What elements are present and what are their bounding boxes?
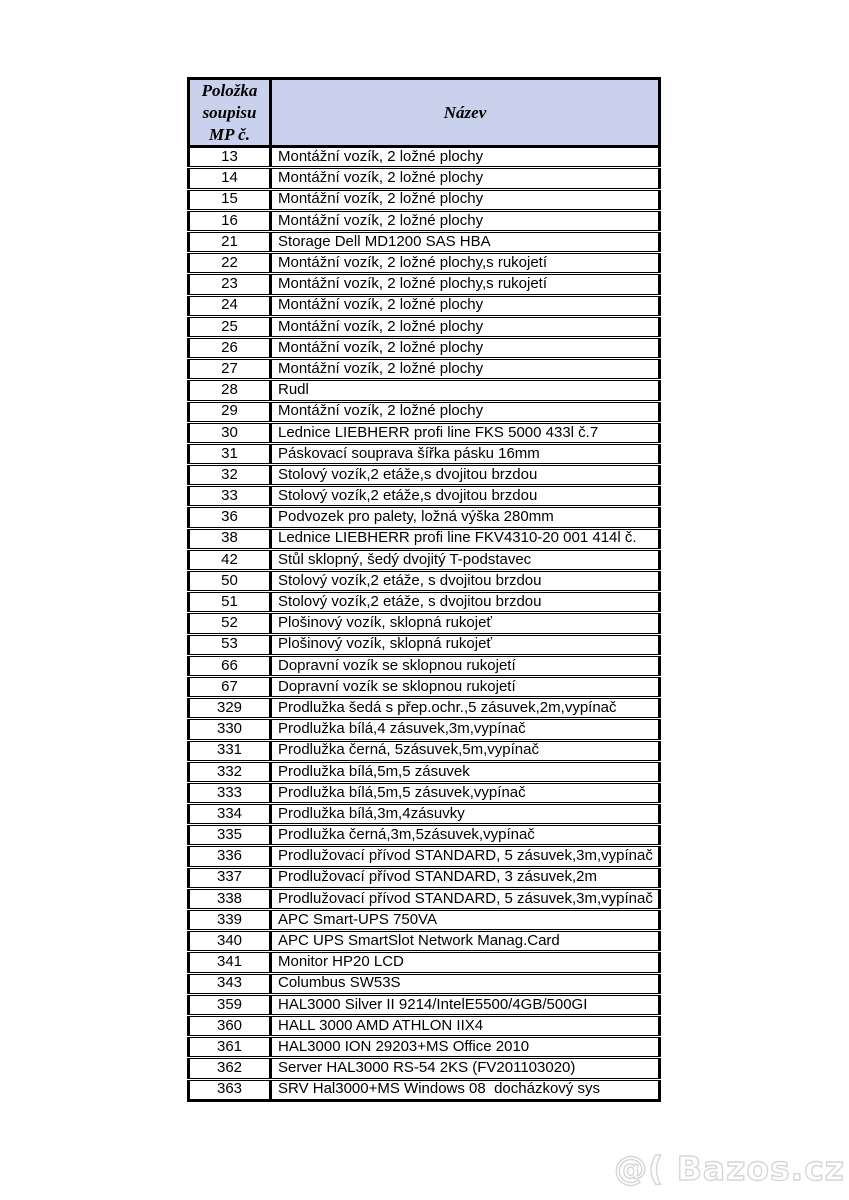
table-row xyxy=(189,168,660,189)
table-row xyxy=(189,761,660,782)
item-name: Prodlužka černá,3m,5zásuvek,vypínač xyxy=(271,825,660,846)
table-row xyxy=(189,571,660,592)
item-number: 331 xyxy=(189,740,271,761)
item-name: HALL 3000 AMD ATHLON IIX4 xyxy=(271,1015,660,1036)
item-number: 50 xyxy=(189,571,271,592)
item-number: 339 xyxy=(189,910,271,931)
item-name: Prodlužka bílá,5m,5 zásuvek xyxy=(271,761,660,782)
item-number: 360 xyxy=(189,1015,271,1036)
table-row xyxy=(189,549,660,570)
table-row xyxy=(189,507,660,528)
item-number: 24 xyxy=(189,295,271,316)
item-name: Podvozek pro palety, ložná výška 280mm xyxy=(271,507,660,528)
table-row xyxy=(189,465,660,486)
table-row xyxy=(189,719,660,740)
item-number: 361 xyxy=(189,1037,271,1058)
item-name: APC UPS SmartSlot Network Manag.Card xyxy=(271,931,660,952)
item-number: 26 xyxy=(189,337,271,358)
table-row xyxy=(189,1037,660,1058)
table-row xyxy=(189,528,660,549)
item-number: 33 xyxy=(189,486,271,507)
table-row xyxy=(189,952,660,973)
item-name: Prodlužka bílá,4 zásuvek,3m,vypínač xyxy=(271,719,660,740)
item-name: HAL3000 Silver II 9214/IntelE5500/4GB/500GI xyxy=(271,994,660,1015)
table-row xyxy=(189,613,660,634)
item-name: APC Smart-UPS 750VA xyxy=(271,910,660,931)
item-name: Stolový vozík,2 etáže,s dvojitou brzdou xyxy=(271,486,660,507)
item-name: Montážní vozík, 2 ložné plochy xyxy=(271,359,660,380)
item-name: Prodlužovací přívod STANDARD, 5 zásuvek,3m,vypínač xyxy=(271,888,660,909)
item-number: 332 xyxy=(189,761,271,782)
item-name: Montážní vozík, 2 ložné plochy xyxy=(271,168,660,189)
table-row xyxy=(189,295,660,316)
header-row xyxy=(189,79,660,147)
table-row xyxy=(189,422,660,443)
item-name: Plošinový vozík, sklopná rukojeť xyxy=(271,613,660,634)
table-row xyxy=(189,782,660,803)
table-row xyxy=(189,676,660,697)
table-row xyxy=(189,189,660,210)
table-row xyxy=(189,910,660,931)
table-row xyxy=(189,634,660,655)
table-row xyxy=(189,888,660,909)
table-row xyxy=(189,147,660,168)
item-number: 31 xyxy=(189,443,271,464)
table-row xyxy=(189,994,660,1015)
item-name: Montážní vozík, 2 ložné plochy xyxy=(271,337,660,358)
item-name: Columbus SW53S xyxy=(271,973,660,994)
item-name: Monitor HP20 LCD xyxy=(271,952,660,973)
item-name: Páskovací souprava šířka pásku 16mm xyxy=(271,443,660,464)
table-row xyxy=(189,698,660,719)
item-number: 341 xyxy=(189,952,271,973)
item-number: 340 xyxy=(189,931,271,952)
item-name: Prodlužka černá, 5zásuvek,5m,vypínač xyxy=(271,740,660,761)
item-name: SRV Hal3000+MS Windows 08 docházkový sys xyxy=(278,1080,600,1098)
table-row xyxy=(189,825,660,846)
item-number: 337 xyxy=(189,867,271,888)
item-name: Montážní vozík, 2 ložné plochy xyxy=(271,401,660,422)
item-name: Storage Dell MD1200 SAS HBA xyxy=(271,232,660,253)
table-row xyxy=(189,1079,660,1100)
item-number: 36 xyxy=(189,507,271,528)
header-item-number: Položka soupisu MP č. xyxy=(189,79,271,147)
item-number: 23 xyxy=(189,274,271,295)
item-name: Montážní vozík, 2 ložné plochy,s rukojetí xyxy=(271,274,660,295)
table-row xyxy=(189,655,660,676)
item-name: Stolový vozík,2 etáže, s dvojitou brzdou xyxy=(271,571,660,592)
item-number: 359 xyxy=(189,994,271,1015)
item-name: Lednice LIEBHERR profi line FKS 5000 433l č.7 xyxy=(271,422,660,443)
bazos-watermark: @( Bazos.cz xyxy=(614,1149,845,1188)
item-number: 16 xyxy=(189,210,271,231)
item-number: 67 xyxy=(189,676,271,697)
table-row xyxy=(189,232,660,253)
item-number: 38 xyxy=(189,528,271,549)
item-number: 52 xyxy=(189,613,271,634)
item-number: 363 xyxy=(189,1079,271,1100)
item-number: 335 xyxy=(189,825,271,846)
table-row xyxy=(189,867,660,888)
table-row xyxy=(189,316,660,337)
table-row xyxy=(189,337,660,358)
item-name: Rudl xyxy=(271,380,660,401)
item-number: 338 xyxy=(189,888,271,909)
item-name: Prodlužovací přívod STANDARD, 3 zásuvek,2m xyxy=(271,867,660,888)
item-name: Montážní vozík, 2 ložné plochy xyxy=(271,210,660,231)
item-name: Stolový vozík,2 etáže,s dvojitou brzdou xyxy=(271,465,660,486)
table-row xyxy=(189,443,660,464)
item-number: 51 xyxy=(189,592,271,613)
item-number: 329 xyxy=(189,698,271,719)
header-name: Název xyxy=(271,79,660,147)
table-row xyxy=(189,380,660,401)
item-number: 28 xyxy=(189,380,271,401)
table-row xyxy=(189,592,660,613)
table-row xyxy=(189,1015,660,1036)
item-number: 343 xyxy=(189,973,271,994)
item-number: 22 xyxy=(189,253,271,274)
table-row xyxy=(189,740,660,761)
item-number: 42 xyxy=(189,549,271,570)
item-name: Montážní vozík, 2 ložné plochy xyxy=(271,316,660,337)
item-name: Montážní vozík, 2 ložné plochy xyxy=(271,147,660,168)
item-name: HAL3000 ION 29203+MS Office 2010 xyxy=(271,1037,660,1058)
item-name: Prodlužka bílá,3m,4zásuvky xyxy=(271,804,660,825)
item-number: 53 xyxy=(189,634,271,655)
item-number: 66 xyxy=(189,655,271,676)
table-row xyxy=(189,401,660,422)
item-number: 27 xyxy=(189,359,271,380)
item-number: 334 xyxy=(189,804,271,825)
item-number: 29 xyxy=(189,401,271,422)
item-name: Prodlužka šedá s přep.ochr.,5 zásuvek,2m,vypínač xyxy=(271,698,660,719)
item-number: 30 xyxy=(189,422,271,443)
item-number: 25 xyxy=(189,316,271,337)
table-row xyxy=(189,359,660,380)
item-number: 330 xyxy=(189,719,271,740)
item-name: Dopravní vozík se sklopnou rukojetí xyxy=(271,655,660,676)
item-number: 15 xyxy=(189,189,271,210)
item-number: 333 xyxy=(189,782,271,803)
item-name: Prodlužka bílá,5m,5 zásuvek,vypínač xyxy=(271,782,660,803)
table-row xyxy=(189,804,660,825)
item-name: Dopravní vozík se sklopnou rukojetí xyxy=(271,676,660,697)
item-name: Lednice LIEBHERR profi line FKV4310-20 001 414l č. xyxy=(271,528,660,549)
item-number: 13 xyxy=(189,147,271,168)
item-name: Montážní vozík, 2 ložné plochy xyxy=(271,295,660,316)
item-number: 336 xyxy=(189,846,271,867)
item-name: Montážní vozík, 2 ložné plochy xyxy=(271,189,660,210)
item-name: Stůl sklopný, šedý dvojitý T-podstavec xyxy=(271,549,660,570)
table-row xyxy=(189,274,660,295)
item-name: Stolový vozík,2 etáže, s dvojitou brzdou xyxy=(271,592,660,613)
item-name: Plošinový vozík, sklopná rukojeť xyxy=(271,634,660,655)
item-number: 362 xyxy=(189,1058,271,1079)
table-body xyxy=(189,147,660,1100)
inventory-table xyxy=(187,77,661,1102)
item-number: 14 xyxy=(189,168,271,189)
item-number: 21 xyxy=(189,232,271,253)
table-row xyxy=(189,210,660,231)
item-name: Prodlužovací přívod STANDARD, 5 zásuvek,3m,vypínač xyxy=(271,846,660,867)
table-row xyxy=(189,846,660,867)
table-row xyxy=(189,486,660,507)
table-row xyxy=(189,931,660,952)
item-name: Montážní vozík, 2 ložné plochy,s rukojetí xyxy=(271,253,660,274)
table-row xyxy=(189,1058,660,1079)
table-row xyxy=(189,973,660,994)
item-name: Server HAL3000 RS-54 2KS (FV201103020) xyxy=(271,1058,660,1079)
item-number: 32 xyxy=(189,465,271,486)
table-row xyxy=(189,253,660,274)
